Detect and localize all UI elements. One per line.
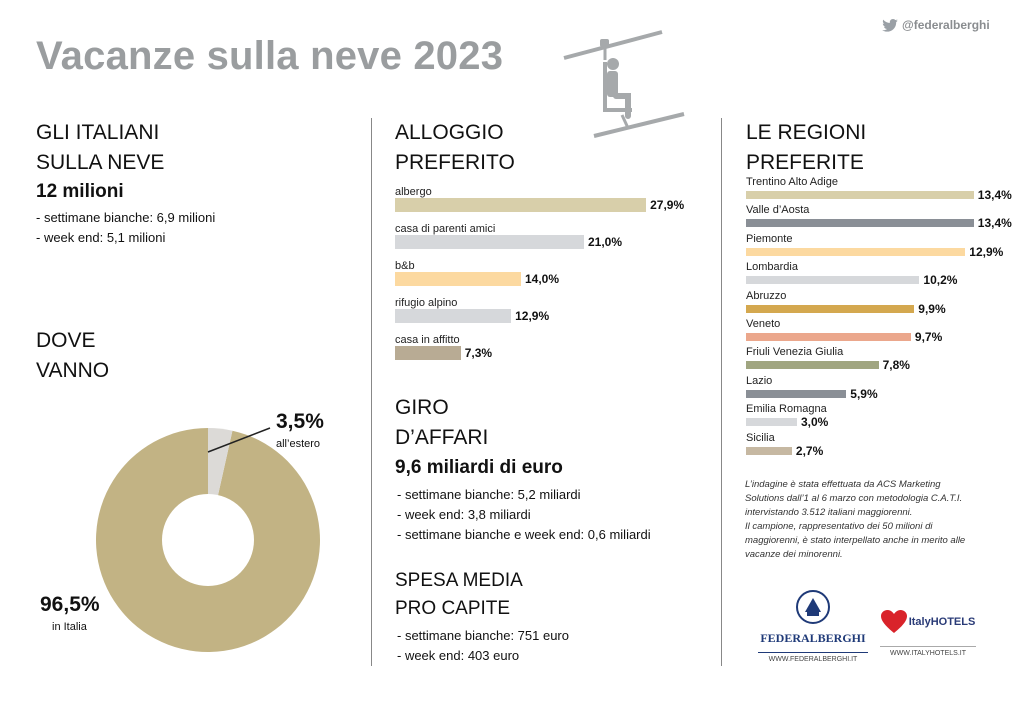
regioni-category-label: Trentino Alto Adige	[746, 176, 838, 188]
chairlift-icon	[560, 30, 690, 145]
regioni-value-label: 5,9%	[850, 386, 878, 401]
regioni-category-label: Lombardia	[746, 261, 798, 274]
alloggio-category-label: b&b	[395, 260, 415, 272]
giro-bullet-1: - settimane bianche: 5,2 miliardi	[397, 487, 581, 502]
alloggio-bar	[395, 346, 461, 360]
alloggio-heading-line1: ALLOGGIO	[395, 121, 504, 144]
donut-label-italia-name: in Italia	[52, 621, 87, 633]
italiani-bullet-2: - week end: 5,1 milioni	[36, 230, 166, 245]
survey-note-p2: Il campione, rappresentativo dei 50 milioni di maggiorenni, è stato interpellato anche in merito alle vacanze dei minorenni.	[745, 521, 966, 560]
survey-note-p1: L’indagine è stata effettuata da ACS Marketing Solutions dall’1 al 6 marzo con metodologia C.A.T.I. intervistando 3.512 italiani maggiorenni.	[745, 479, 963, 518]
page-title: Vacanze sulla neve 2023	[36, 34, 504, 78]
federalberghi-url: WWW.FEDERALBERGHI.IT	[758, 652, 868, 663]
alloggio-value-label: 7,3%	[464, 346, 493, 360]
regioni-value-label: 10,2%	[923, 273, 958, 288]
dove-heading-line1: DOVE	[36, 329, 96, 352]
regioni-bar	[746, 447, 792, 455]
regioni-category-label: Veneto	[746, 318, 781, 330]
regioni-value-label: 12,9%	[969, 244, 1004, 259]
regioni-heading-line2: PREFERITE	[746, 151, 864, 174]
alloggio-bar	[395, 272, 521, 286]
donut-hole	[162, 494, 254, 586]
regioni-bar	[746, 390, 846, 398]
regioni-category-label: Valle d’Aosta	[746, 204, 810, 217]
regioni-bar	[746, 191, 974, 199]
italiani-bullet-1: - settimane bianche: 6,9 milioni	[36, 210, 216, 225]
regioni-value-label: 2,7%	[795, 443, 824, 458]
donut-label-estero-name: all’estero	[276, 438, 321, 450]
column-divider-left	[371, 118, 372, 666]
alloggio-category-label: casa di parenti amici	[395, 223, 496, 235]
alloggio-value-label: 21,0%	[588, 235, 623, 249]
donut-label-estero-value: 3,5%	[276, 410, 324, 433]
donut-label-italia-value: 96,5%	[40, 593, 100, 616]
italiani-heading-line1: GLI ITALIANI	[36, 121, 160, 144]
regioni-value-label: 9,7%	[914, 330, 943, 344]
twitter-handle[interactable]	[882, 18, 990, 32]
regioni-bar	[746, 248, 965, 256]
regioni-bar	[746, 361, 879, 369]
giro-total: 9,6 miliardi di euro	[395, 457, 563, 478]
twitter-handle-text: @federalberghi	[902, 18, 990, 32]
regioni-bar	[746, 276, 919, 284]
survey-note	[745, 478, 981, 562]
regioni-category-label: Piemonte	[746, 232, 793, 245]
regioni-category-label: Lazio	[746, 374, 773, 387]
italiani-heading-line2: SULLA NEVE	[36, 151, 165, 174]
heart-icon	[881, 610, 907, 634]
alloggio-category-label: rifugio alpino	[395, 297, 458, 309]
regioni-category-label: Sicilia	[746, 431, 775, 444]
alloggio-value-label: 12,9%	[515, 309, 550, 323]
regioni-bar	[746, 305, 914, 313]
dove-heading-line2: VANNO	[36, 359, 110, 382]
giro-heading-line1: GIRO	[395, 396, 449, 419]
regioni-bar	[746, 219, 974, 227]
alloggio-value-label: 27,9%	[650, 198, 685, 212]
regioni-value-label: 13,4%	[977, 188, 1012, 202]
regioni-bar	[746, 418, 797, 426]
regioni-value-label: 9,9%	[918, 301, 946, 316]
alloggio-value-label: 14,0%	[525, 272, 560, 286]
dove-vanno-donut-chart	[96, 428, 320, 652]
regioni-bar	[746, 333, 911, 341]
italyhotels-logo[interactable]	[880, 610, 976, 657]
giro-bullet-2: - week end: 3,8 miliardi	[397, 507, 531, 522]
italyhotels-wordmark: ItalyHOTELS	[908, 616, 976, 628]
alloggio-bar	[395, 309, 511, 323]
federalberghi-logo[interactable]	[758, 588, 868, 663]
spesa-heading-line2: PRO CAPITE	[395, 598, 511, 619]
spesa-heading-line1: SPESA MEDIA	[395, 570, 523, 591]
estero-callout-line	[200, 420, 280, 460]
alloggio-category-label: albergo	[395, 186, 432, 198]
regioni-value-label: 3,0%	[801, 415, 829, 430]
alloggio-heading-line2: PREFERITO	[395, 151, 515, 174]
alloggio-bar	[395, 198, 646, 212]
italiani-total: 12 milioni	[36, 181, 124, 202]
alloggio-bar	[395, 235, 584, 249]
column-divider-right	[721, 118, 722, 666]
spesa-bullet-2: - week end: 403 euro	[397, 648, 520, 663]
italyhotels-url: WWW.ITALYHOTELS.IT	[880, 646, 976, 657]
alloggio-category-label: casa in affitto	[395, 334, 460, 346]
regioni-value-label: 7,8%	[882, 358, 910, 373]
regioni-heading-line1: LE REGIONI	[746, 121, 867, 144]
giro-bullet-3: - settimane bianche e week end: 0,6 miliardi	[397, 527, 651, 542]
regioni-value-label: 13,4%	[977, 216, 1012, 231]
federalberghi-emblem-icon	[793, 588, 833, 626]
regioni-category-label: Emilia Romagna	[746, 403, 827, 416]
spesa-bullet-1: - settimane bianche: 751 euro	[397, 628, 569, 643]
federalberghi-wordmark: FEDERALBERGHI	[760, 631, 866, 645]
regioni-category-label: Abruzzo	[746, 289, 787, 302]
twitter-bird-icon	[882, 19, 898, 32]
giro-heading-line2: D’AFFARI	[395, 426, 489, 449]
regioni-category-label: Friuli Venezia Giulia	[746, 346, 844, 359]
